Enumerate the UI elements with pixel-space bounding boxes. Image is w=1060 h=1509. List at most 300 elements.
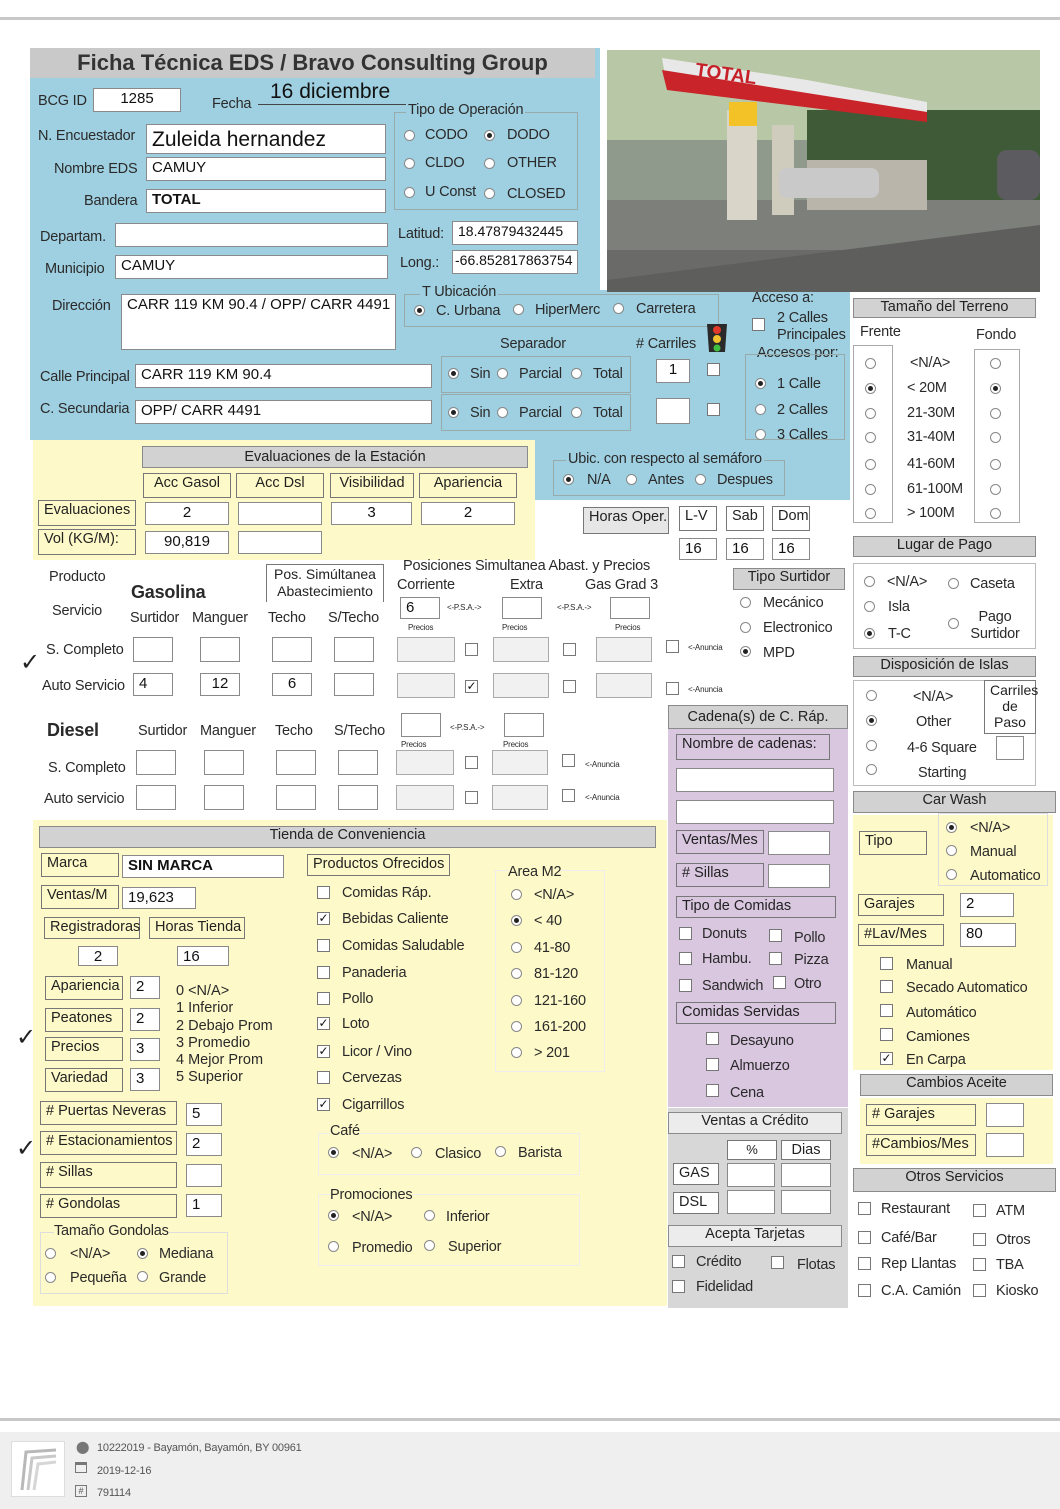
- grad3-psa-field[interactable]: [610, 597, 650, 619]
- area-label-2: 41-80: [534, 940, 571, 956]
- credito-dsl-dias[interactable]: [781, 1190, 831, 1214]
- estacionamientos-field[interactable]: 2: [186, 1133, 222, 1156]
- fondo-radio-1[interactable]: [990, 383, 1001, 394]
- pago-caseta-radio[interactable]: [948, 578, 959, 589]
- calle-secundaria-field[interactable]: OPP/ CARR 4491: [135, 400, 432, 424]
- cw-manual-label: Manual: [906, 957, 953, 973]
- sep2-total-label: Total: [593, 405, 623, 421]
- terreno-size-label-6: > 100M: [907, 505, 955, 521]
- cw-manual-check[interactable]: [880, 957, 893, 970]
- cw-secado-check[interactable]: [880, 980, 893, 993]
- garajes-label: Garajes: [858, 894, 944, 916]
- cadena-sillas-field[interactable]: [768, 864, 830, 888]
- evaluaciones-row-label: Evaluaciones: [38, 500, 136, 526]
- estacionamientos-label: # Estacionamientos: [40, 1131, 177, 1155]
- dodo-radio[interactable]: [484, 130, 495, 141]
- area-radio-0[interactable]: [511, 889, 522, 900]
- otros-check-7[interactable]: [973, 1284, 986, 1297]
- cadena-nombre-field2[interactable]: [676, 800, 834, 824]
- sandwich-check[interactable]: [679, 979, 692, 992]
- terreno-fondo: Fondo: [976, 327, 1017, 343]
- gas-sc-precio-grad3[interactable]: [596, 637, 652, 662]
- frente-radio-1[interactable]: [865, 383, 876, 394]
- donuts-check[interactable]: [679, 927, 692, 940]
- sep2-sin-radio[interactable]: [448, 407, 459, 418]
- car-wash-title: Car Wash: [853, 791, 1056, 813]
- pago-surtidor-radio[interactable]: [948, 618, 959, 629]
- gondola-na-radio[interactable]: [45, 1248, 56, 1259]
- semaforo-antes-radio[interactable]: [626, 474, 637, 485]
- gas-as-anuncia-check[interactable]: [666, 682, 679, 695]
- checkmark-icon-2: ✓: [16, 1024, 37, 1051]
- diesel-sc-check1[interactable]: [465, 756, 478, 769]
- municipio-field[interactable]: CAMUY: [115, 255, 388, 279]
- fondo-radio-6[interactable]: [990, 508, 1001, 519]
- eval-accgasol-field[interactable]: 2: [145, 502, 229, 525]
- fecha-value[interactable]: 16 diciembre: [258, 80, 408, 105]
- diesel-as-anuncia-check[interactable]: [562, 789, 575, 802]
- diesel-stecho-header: S/Techo: [334, 723, 385, 739]
- frente-radio-2[interactable]: [865, 408, 876, 419]
- encuestador-field[interactable]: Zuleida hernandez: [146, 124, 386, 154]
- registradoras-field[interactable]: 2: [78, 946, 118, 966]
- pago-isla-radio[interactable]: [864, 601, 875, 612]
- diesel-psa2-field[interactable]: [504, 713, 544, 737]
- cadena-nombre-field1[interactable]: [676, 768, 834, 792]
- vol-field[interactable]: 90,819: [145, 531, 229, 554]
- tarjetas-credito-check[interactable]: [672, 1255, 685, 1268]
- otros-check-2[interactable]: [858, 1231, 871, 1244]
- aceite-cambios-field[interactable]: [986, 1133, 1024, 1157]
- anuncia-label-1: <-Anuncia: [688, 643, 723, 652]
- producto-check-4[interactable]: [317, 992, 330, 1005]
- pizza-label: Pizza: [794, 952, 829, 968]
- terreno-size-label-2: 21-30M: [907, 405, 955, 421]
- otros-label-3: Otros: [996, 1232, 1031, 1248]
- gas-sc-manguer[interactable]: [200, 637, 240, 662]
- diesel-psa1-field[interactable]: [401, 713, 441, 737]
- eval-apariencia-field[interactable]: 2: [421, 502, 515, 525]
- diesel-surtidor-header: Surtidor: [138, 723, 188, 739]
- direccion-field[interactable]: CARR 119 KM 90.4 / OPP/ CARR 4491: [121, 294, 396, 350]
- gas-as-surtidor[interactable]: 4: [133, 673, 173, 696]
- electronico-label: Electronico: [763, 620, 833, 636]
- tienda-sillas-field[interactable]: [186, 1164, 222, 1187]
- horas-tienda-field[interactable]: 16: [177, 946, 229, 966]
- promo-superior-radio[interactable]: [424, 1240, 435, 1251]
- diesel-sc-precio2[interactable]: [492, 750, 548, 775]
- carriles2-field[interactable]: [656, 398, 690, 424]
- fondo-radio-3[interactable]: [990, 432, 1001, 443]
- cena-label: Cena: [730, 1085, 764, 1101]
- producto-check-3[interactable]: [317, 966, 330, 979]
- fondo-radio-2[interactable]: [990, 408, 1001, 419]
- registradoras-label: Registradoras: [44, 917, 140, 939]
- variedad-field[interactable]: 3: [130, 1068, 160, 1091]
- ventas-label: Ventas/M: [41, 885, 119, 909]
- sep1-parcial-radio[interactable]: [497, 368, 508, 379]
- sep2-parcial-radio[interactable]: [497, 407, 508, 418]
- otro-chain-check[interactable]: [773, 976, 786, 989]
- otros-label-4: Rep Llantas: [881, 1256, 957, 1272]
- fondo-radio-5[interactable]: [990, 484, 1001, 495]
- credito-dsl-pct[interactable]: [727, 1190, 775, 1214]
- departam-field[interactable]: [115, 223, 388, 247]
- gas-grad3-label: Gas Grad 3: [585, 577, 658, 593]
- cadena-ventas-field[interactable]: [768, 831, 830, 855]
- tarjetas-fidelidad-check[interactable]: [672, 1280, 685, 1293]
- municipio-label: Municipio: [45, 261, 105, 277]
- cadena-sillas-label: # Sillas: [676, 863, 764, 887]
- nombre-field[interactable]: CAMUY: [146, 157, 386, 181]
- otros-check-0[interactable]: [858, 1202, 871, 1215]
- gas-sc-surtidor[interactable]: [133, 637, 173, 662]
- carwash-manual-radio[interactable]: [946, 845, 957, 856]
- area-label-5: 161-200: [534, 1019, 586, 1035]
- bcg-id-label: BCG ID: [38, 93, 87, 109]
- carwash-na-radio[interactable]: [946, 822, 957, 833]
- footer-id: 791114: [97, 1487, 131, 1499]
- almuerzo-check[interactable]: [706, 1058, 719, 1071]
- pizza-check[interactable]: [769, 952, 782, 965]
- diesel-sc-techo[interactable]: [276, 750, 316, 775]
- credito-gas-pct[interactable]: [727, 1163, 775, 1187]
- vol-label: Vol (KG/M):: [38, 529, 136, 555]
- urbana-radio[interactable]: [414, 305, 425, 316]
- aceite-garajes-label: # Garajes: [866, 1104, 976, 1126]
- rating-scale-item: 1 Inferior: [176, 1000, 234, 1017]
- gas-as-check-extra[interactable]: [563, 680, 576, 693]
- corriente-label: Corriente: [397, 577, 455, 593]
- cldo-radio[interactable]: [404, 158, 415, 169]
- producto-check-5[interactable]: ✓: [318, 1016, 329, 1030]
- islas-other-label: Other: [916, 714, 952, 730]
- area-radio-3[interactable]: [511, 968, 522, 979]
- precios-field[interactable]: 3: [130, 1038, 160, 1061]
- tienda-sillas-label: # Sillas: [40, 1162, 177, 1188]
- otros-check-6[interactable]: [858, 1284, 871, 1297]
- horas-lv-field[interactable]: 16: [679, 538, 717, 560]
- calle-principal-label: Calle Principal: [40, 369, 130, 385]
- eval-col-accdsl: Acc Dsl: [236, 473, 324, 498]
- codo-radio[interactable]: [404, 130, 415, 141]
- diesel-anuncia-2: <-Anuncia: [585, 793, 620, 802]
- extra-psa-field[interactable]: [502, 597, 542, 619]
- sep2-parcial-label: Parcial: [519, 405, 562, 421]
- mpd-label: MPD: [763, 645, 795, 661]
- gondola-na-label: <N/A>: [70, 1246, 111, 1262]
- calle-principal-field[interactable]: CARR 119 KM 90.4: [135, 364, 432, 388]
- carriles1-field[interactable]: 1: [656, 359, 690, 383]
- area-label-4: 121-160: [534, 993, 586, 1009]
- tarjetas-fidelidad-label: Fidelidad: [696, 1279, 754, 1295]
- otros-check-5[interactable]: [973, 1258, 986, 1271]
- promo-inferior-radio[interactable]: [424, 1210, 435, 1221]
- footer-address: 10222019 - Bayamón, Bayamón, BY 00961: [97, 1442, 302, 1454]
- area-radio-1[interactable]: [511, 915, 522, 926]
- area-radio-2[interactable]: [511, 942, 522, 953]
- closed-radio[interactable]: [484, 188, 495, 199]
- fondo-radio-0[interactable]: [990, 358, 1001, 369]
- semaforo-na-radio[interactable]: [563, 474, 574, 485]
- islas-na-radio[interactable]: [866, 690, 877, 701]
- area-label-0: <N/A>: [534, 887, 575, 903]
- latitud-field[interactable]: 18.47879432445: [452, 221, 578, 245]
- sep1-parcial-label: Parcial: [519, 366, 562, 382]
- other-radio[interactable]: [484, 158, 495, 169]
- acc1-radio[interactable]: [755, 378, 766, 389]
- carriles2-check[interactable]: [707, 403, 720, 416]
- area-radio-4[interactable]: [511, 995, 522, 1006]
- lav-field[interactable]: 80: [960, 923, 1016, 947]
- producto-check-6[interactable]: ✓: [318, 1044, 329, 1058]
- pago-tc-radio[interactable]: [864, 628, 875, 639]
- diesel-as-precio1[interactable]: [396, 785, 454, 810]
- pollo-chain-check[interactable]: [769, 929, 782, 942]
- hash-icon: #: [75, 1485, 87, 1497]
- cw-camiones-check[interactable]: [880, 1028, 893, 1041]
- aceite-garajes-field[interactable]: [986, 1103, 1024, 1127]
- gas-sc-precio-corriente[interactable]: [397, 637, 455, 662]
- pago-na-radio[interactable]: [864, 576, 875, 587]
- ventas-field[interactable]: 19,623: [122, 887, 196, 909]
- diesel-as-techo[interactable]: [276, 785, 316, 810]
- diesel-sc-surtidor[interactable]: [136, 750, 176, 775]
- gas-sc-anuncia-check[interactable]: [666, 640, 679, 653]
- bcg-id-field[interactable]: 1285: [93, 88, 181, 112]
- acceso-a-label: Acceso a:: [752, 290, 814, 306]
- gas-as-manguer[interactable]: 12: [200, 673, 240, 696]
- diesel-as-stecho[interactable]: [338, 785, 378, 810]
- footer-date: 2019-12-16: [97, 1465, 152, 1477]
- variedad-label: Variedad: [45, 1068, 123, 1092]
- diesel-as-precio2[interactable]: [492, 785, 548, 810]
- urbana-label: C. Urbana: [436, 303, 501, 319]
- eval-col-accgasol: Acc Gasol: [143, 473, 231, 498]
- servicio-label: Servicio: [52, 603, 102, 619]
- tienda-title: Tienda de Conveniencia: [39, 826, 656, 848]
- eval-visibilidad-field[interactable]: 3: [331, 502, 412, 525]
- carriles-paso-field[interactable]: [996, 736, 1024, 760]
- cafe-barista-label: Barista: [518, 1145, 562, 1161]
- eval-accdsl-field[interactable]: [238, 502, 322, 525]
- diesel-as-manguer[interactable]: [204, 785, 244, 810]
- lugar-pago-title: Lugar de Pago: [853, 536, 1036, 557]
- fondo-radio-4[interactable]: [990, 459, 1001, 470]
- cw-automatico-check[interactable]: [880, 1004, 893, 1017]
- gas-as-precio-corriente[interactable]: [397, 673, 455, 698]
- sep1-sin-radio[interactable]: [448, 368, 459, 379]
- desayuno-check[interactable]: [706, 1032, 719, 1045]
- calendar-icon: [75, 1462, 87, 1473]
- carwash-manual-label: Manual: [970, 844, 1017, 860]
- ubicacion-title: T Ubicación: [422, 284, 497, 300]
- credito-gas-dias[interactable]: [781, 1163, 831, 1187]
- pago-surtidor-label: Pago Surtidor: [970, 609, 1020, 642]
- gondolas-label: # Gondolas: [40, 1194, 177, 1218]
- cw-carpa-check[interactable]: ✓: [881, 1051, 892, 1065]
- sep2-total-radio[interactable]: [571, 407, 582, 418]
- otros-check-3[interactable]: [973, 1233, 986, 1246]
- diesel-label: Diesel: [47, 720, 99, 740]
- islas-square-radio[interactable]: [866, 740, 877, 751]
- frente-radio-6[interactable]: [865, 508, 876, 519]
- longitud-field[interactable]: -66.852817863754: [452, 250, 578, 274]
- gas-as-precio-grad3[interactable]: [596, 673, 652, 698]
- islas-other-radio[interactable]: [866, 715, 877, 726]
- psa1-label: <-P.S.A.->: [447, 603, 482, 612]
- gas-as-techo[interactable]: 6: [272, 673, 312, 696]
- other-label: OTHER: [507, 155, 557, 171]
- pago-tc-label: T-C: [888, 626, 911, 642]
- cafe-barista-radio[interactable]: [495, 1146, 506, 1157]
- area-radio-6[interactable]: [511, 1047, 522, 1058]
- garajes-field[interactable]: 2: [960, 893, 1014, 917]
- credito-dias-label: Dias: [781, 1140, 831, 1160]
- gas-sc-check-extra[interactable]: [563, 643, 576, 656]
- carretera-radio[interactable]: [613, 303, 624, 314]
- gas-as-stecho[interactable]: [334, 673, 374, 696]
- psa2-label: <-P.S.A.->: [557, 603, 592, 612]
- eval-col-apariencia: Apariencia: [419, 473, 517, 498]
- carriles1-check[interactable]: [707, 363, 720, 376]
- producto-check-8[interactable]: ✓: [318, 1097, 329, 1111]
- diesel-sc-precio1[interactable]: [396, 750, 454, 775]
- horas-sab-field[interactable]: 16: [726, 538, 764, 560]
- promo-na-radio[interactable]: [328, 1210, 339, 1221]
- frente-radio-5[interactable]: [865, 484, 876, 495]
- otros-label-5: TBA: [996, 1257, 1024, 1273]
- islas-starting-radio[interactable]: [866, 764, 877, 775]
- gondolas-field[interactable]: 1: [186, 1194, 222, 1217]
- anuncia-label-2: <-Anuncia: [688, 685, 723, 694]
- tarjetas-title: Acepta Tarjetas: [668, 1225, 842, 1247]
- otros-check-4[interactable]: [858, 1257, 871, 1270]
- location-pin-icon: ⬤: [76, 1440, 90, 1454]
- gondola-mediana-label: Mediana: [159, 1246, 214, 1262]
- diesel-as-check1[interactable]: [465, 791, 478, 804]
- area-radio-5[interactable]: [511, 1021, 522, 1032]
- sep1-total-radio[interactable]: [571, 368, 582, 379]
- apariencia-field[interactable]: 2: [130, 976, 160, 999]
- credito-dsl-label: DSL: [673, 1192, 719, 1214]
- gondola-mediana-radio[interactable]: [137, 1248, 148, 1259]
- semaforo-title: Ubic. con respecto al semáforo: [568, 451, 762, 467]
- producto-check-2[interactable]: [317, 939, 330, 952]
- bandera-label: Bandera: [84, 193, 138, 209]
- sep1-total-label: Total: [593, 366, 623, 382]
- carwash-auto-radio[interactable]: [946, 869, 957, 880]
- diesel-as-surtidor[interactable]: [136, 785, 176, 810]
- cafe-na-radio[interactable]: [328, 1147, 339, 1158]
- semaforo-despues-radio[interactable]: [695, 474, 706, 485]
- islas-na-label: <N/A>: [913, 689, 954, 705]
- dos-calles-check[interactable]: [752, 318, 765, 331]
- cw-secado-label: Secado Automatico: [906, 980, 1028, 996]
- islas-square-label: 4-6 Square: [907, 740, 977, 756]
- cafe-clasico-radio[interactable]: [411, 1147, 422, 1158]
- gas-as-check-corriente[interactable]: ✓: [466, 679, 477, 693]
- producto-label-4: Pollo: [342, 991, 374, 1007]
- gas-sc-techo[interactable]: [272, 637, 312, 662]
- producto-label: Producto: [49, 569, 106, 585]
- gas-sc-stecho[interactable]: [334, 637, 374, 662]
- diesel-sc-stecho[interactable]: [338, 750, 378, 775]
- horas-dom-field[interactable]: 16: [772, 538, 810, 560]
- electronico-radio[interactable]: [740, 622, 751, 633]
- marca-field[interactable]: SIN MARCA: [122, 855, 284, 878]
- producto-check-0[interactable]: [317, 886, 330, 899]
- otros-check-1[interactable]: [973, 1204, 986, 1217]
- hipermerc-radio[interactable]: [513, 304, 524, 315]
- diesel-precios-2: Precios: [503, 740, 529, 749]
- acc3-radio[interactable]: [755, 429, 766, 440]
- lav-label: #Lav/Mes: [858, 924, 944, 946]
- otros-label-7: Kiosko: [996, 1283, 1039, 1299]
- gondola-pequena-radio[interactable]: [45, 1272, 56, 1283]
- hambu-check[interactable]: [679, 952, 692, 965]
- cena-check[interactable]: [706, 1084, 719, 1097]
- producto-check-7[interactable]: [317, 1071, 330, 1084]
- mecanico-radio[interactable]: [740, 597, 751, 608]
- frente-radio-3[interactable]: [865, 432, 876, 443]
- donuts-label: Donuts: [702, 926, 747, 942]
- rating-scale-item: 2 Debajo Prom: [176, 1017, 273, 1034]
- vol-dsl-field[interactable]: [238, 531, 322, 554]
- corriente-psa-field[interactable]: 6: [400, 597, 440, 619]
- gas-sc-check-corriente[interactable]: [465, 643, 478, 656]
- gas-as-precio-extra[interactable]: [493, 673, 549, 698]
- precios-label-3: Precios: [615, 623, 641, 632]
- footer-rule: [0, 1418, 1060, 1421]
- evaluaciones-title: Evaluaciones de la Estación: [142, 446, 528, 468]
- diesel-sc-manguer[interactable]: [204, 750, 244, 775]
- mpd-radio[interactable]: [740, 646, 751, 657]
- bandera-field[interactable]: TOTAL: [146, 189, 386, 213]
- tipo-comidas-label: Tipo de Comidas: [676, 896, 836, 918]
- top-rule: [0, 17, 1060, 20]
- puertas-field[interactable]: 5: [186, 1103, 222, 1126]
- peatones-field[interactable]: 2: [130, 1008, 160, 1031]
- cadena-ventas-label: Ventas/Mes: [676, 830, 764, 854]
- diesel-sc-anuncia-check[interactable]: [562, 754, 575, 767]
- acc2-radio[interactable]: [755, 404, 766, 415]
- gondola-grande-radio[interactable]: [137, 1271, 148, 1282]
- precios-label-2: Precios: [502, 623, 528, 632]
- desayuno-label: Desayuno: [730, 1033, 794, 1049]
- gas-sc-precio-extra[interactable]: [493, 637, 549, 662]
- frente-radio-0[interactable]: [865, 358, 876, 369]
- gasolina-label: Gasolina: [131, 582, 206, 602]
- diesel-manguer-header: Manguer: [200, 723, 256, 739]
- horas-tienda-label: Horas Tienda: [149, 917, 245, 939]
- credito-gas-label: GAS: [673, 1163, 719, 1185]
- diesel-techo-header: Techo: [275, 723, 313, 739]
- cafe-title: Café: [330, 1123, 360, 1139]
- rating-scale-item: 3 Promedio: [176, 1034, 251, 1051]
- producto-check-1[interactable]: ✓: [318, 911, 329, 925]
- tarjetas-flotas-check[interactable]: [771, 1256, 784, 1269]
- puertas-label: # Puertas Neveras: [40, 1101, 177, 1125]
- promo-promedio-radio[interactable]: [328, 1241, 339, 1252]
- terreno-size-label-4: 41-60M: [907, 456, 955, 472]
- cadena-title: Cadena(s) de C. Ráp.: [668, 705, 848, 729]
- frente-radio-4[interactable]: [865, 459, 876, 470]
- horas-oper-label: Horas Oper.: [583, 507, 669, 534]
- uconst-radio[interactable]: [404, 187, 415, 198]
- horas-lv-label: L-V: [679, 506, 717, 531]
- comidas-servidas-label: Comidas Servidas: [676, 1002, 836, 1024]
